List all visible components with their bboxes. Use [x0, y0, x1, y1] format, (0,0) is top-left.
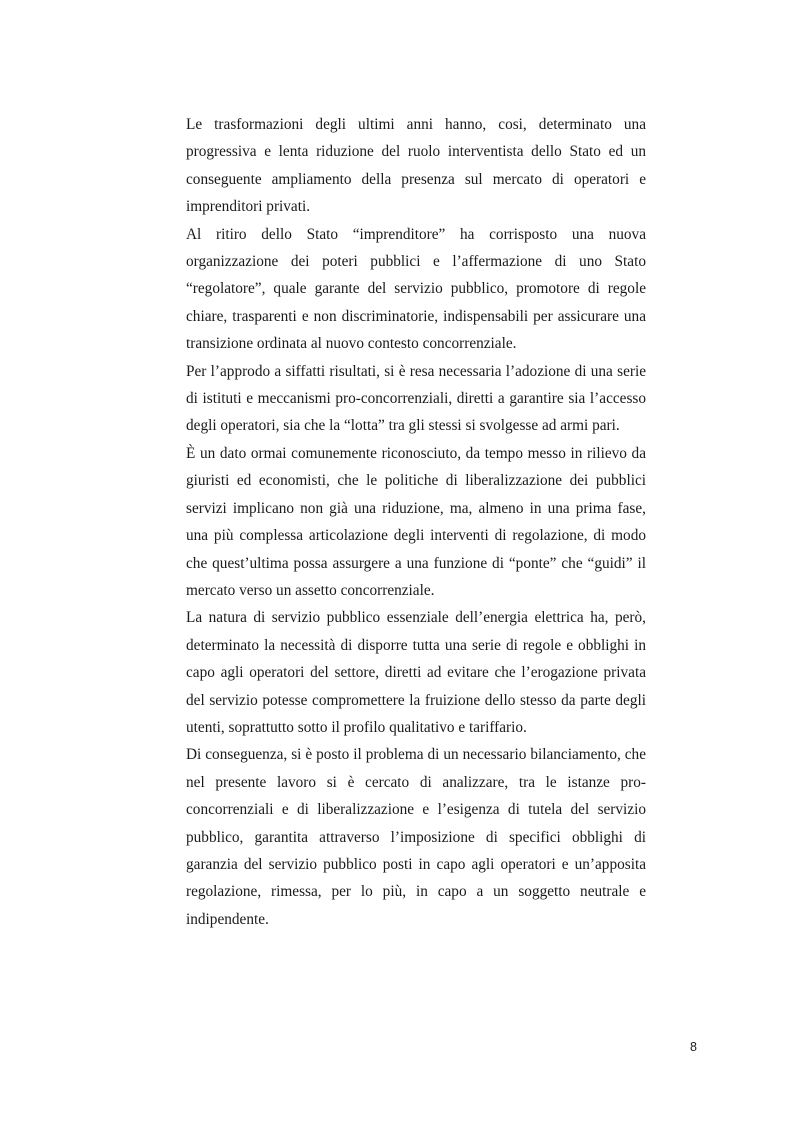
paragraph-3: Per l’approdo a siffatti risultati, si è resa necessaria l’adozione di una serie di istituti e meccanismi pro-concorrenziali, diretti a garantire sia l’accesso degli operatori, sia che la “lotta” tra gli stessi si svolgesse ad armi pari.: [186, 362, 646, 435]
paragraph-2: Al ritiro dello Stato “imprenditore” ha corrisposto una nuova organizzazione dei poteri pubblici e l’affermazione di uno Stato “regolatore”, quale garante del servizio pubblico, promotore di regole chiare, trasparenti e non discriminatorie, indispensabili per assicurare una transizione ordinata al nuovo contesto concorrenziale.: [186, 225, 646, 353]
paragraph-4: È un dato ormai comunemente riconosciuto, da tempo messo in rilievo da giuristi ed economisti, che le politiche di liberalizzazione dei pubblici servizi implicano non già una riduzione, ma, almeno in una prima fase, una più complessa articolazione degli interventi di regolazione, di modo che quest’ultima possa assurgere a una funzione di “ponte” che “guidi” il mercato verso un assetto concorrenziale.: [186, 444, 646, 599]
paragraph-6: Di conseguenza, si è posto il problema di un necessario bilanciamento, che nel presente lavoro si è cercato di analizzare, tra le istanze pro-concorrenziali e di liberalizzazione e l’esigenza di tutela del servizio pubblico, garantita attraverso l’imposizione di specifici obblighi di garanzia del servizio pubblico posti in capo agli operatori e un’apposita regolazione, rimessa, per lo più, in capo a un soggetto neutrale e indipendente.: [186, 746, 646, 928]
paragraph-5: La natura di servizio pubblico essenziale dell’energia elettrica ha, però, determinato la necessità di disporre tutta una serie di regole e obblighi in capo agli operatori del settore, diretti ad evitare che l’erogazione privata del servizio potesse compromettere la fruizione dello stesso da parte degli utenti, soprattutto sotto il profilo qualitativo e tariffario.: [186, 609, 646, 736]
page-number: 8: [690, 1040, 697, 1054]
paragraph-1: Le trasformazioni degli ultimi anni hanno, cosi, determinato una progressiva e lenta riduzione del ruolo interventista dello Stato ed un conseguente ampliamento della presenza sul mercato di operatori e imprenditori privati.: [186, 116, 646, 216]
body-text: [186, 111, 646, 933]
